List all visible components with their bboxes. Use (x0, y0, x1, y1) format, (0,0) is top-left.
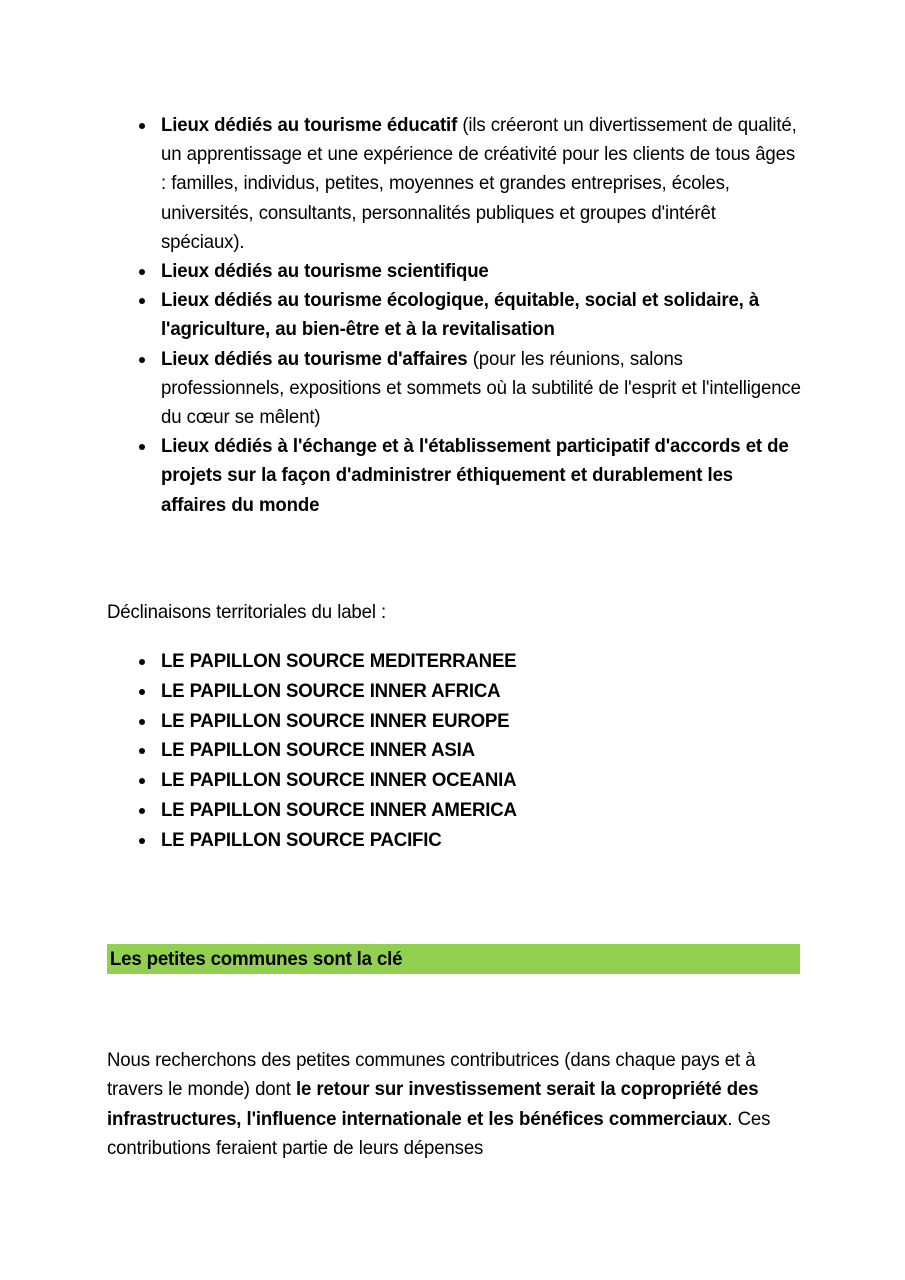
list-item-regular-text: (pour les réunions, salons professionnels, expositions et sommets où la subtilité de l'esprit et l'intelligence du cœur se mêlent) (161, 347, 801, 429)
territory-label: LE PAPILLON SOURCE INNER EUROPE (161, 709, 510, 732)
territory-label: LE PAPILLON SOURCE INNER AFRICA (161, 679, 501, 702)
closing-text-bold: le retour sur investissement serait la copropriété des infrastructures, l'influence internationale et les bénéfices commerciaux (107, 1078, 759, 1130)
list-item (107, 111, 802, 257)
list-item (107, 677, 802, 707)
closing-text-part1: Nous recherchons des petites communes contributrices (dans chaque pays et à travers le monde) dont (107, 1049, 756, 1101)
closing-text-part2: . Ces contributions feraient partie de leurs dépenses (107, 1107, 771, 1160)
list-item-bold-text: Lieux dédiés au tourisme scientifique (161, 260, 489, 283)
list-item (107, 257, 802, 286)
closing-paragraph (107, 1046, 799, 1164)
declinaisons-intro-paragraph (107, 598, 802, 627)
services-bullet-list (107, 111, 802, 520)
list-item (107, 432, 802, 520)
territory-label: LE PAPILLON SOURCE INNER ASIA (161, 739, 475, 762)
list-item (107, 736, 802, 766)
territories-bullet-list (107, 647, 802, 856)
territory-label: LE PAPILLON SOURCE INNER AMERICA (161, 798, 517, 821)
list-item (107, 796, 802, 826)
declinaisons-intro-text: Déclinaisons territoriales du label : (107, 601, 387, 623)
list-item (107, 766, 802, 796)
territory-label: LE PAPILLON SOURCE PACIFIC (161, 828, 442, 851)
list-item (107, 647, 802, 677)
list-item (107, 286, 802, 344)
list-item (107, 345, 802, 433)
list-item-bold-text: Lieux dédiés à l'échange et à l'établissement participatif d'accords et de projets sur la façon d'administrer éthiquement et durablement les affaires du monde (161, 435, 789, 516)
list-item-bold-text: Lieux dédiés au tourisme d'affaires (161, 347, 468, 370)
list-item-bold-text: Lieux dédiés au tourisme écologique, équitable, social et solidaire, à l'agriculture, au bien-être et à la revitalisation (161, 289, 760, 341)
list-item-bold-text: Lieux dédiés au tourisme éducatif (161, 114, 458, 136)
list-item (107, 707, 802, 737)
list-item (107, 826, 802, 856)
territory-label: LE PAPILLON SOURCE MEDITERRANEE (161, 650, 517, 672)
territory-label: LE PAPILLON SOURCE INNER OCEANIA (161, 769, 517, 792)
section-heading-text: Les petites communes sont la clé (109, 948, 403, 970)
section-heading-banner (107, 944, 800, 974)
list-item-regular-text: (ils créeront un divertissement de qualité, un apprentissage et une expérience de créativité pour les clients de tous âges : familles, individus, petites, moyennes et grandes entreprises, écoles, universités, consultants, personnalités publiques et groupes d'intérêt spéciaux). (161, 114, 797, 253)
